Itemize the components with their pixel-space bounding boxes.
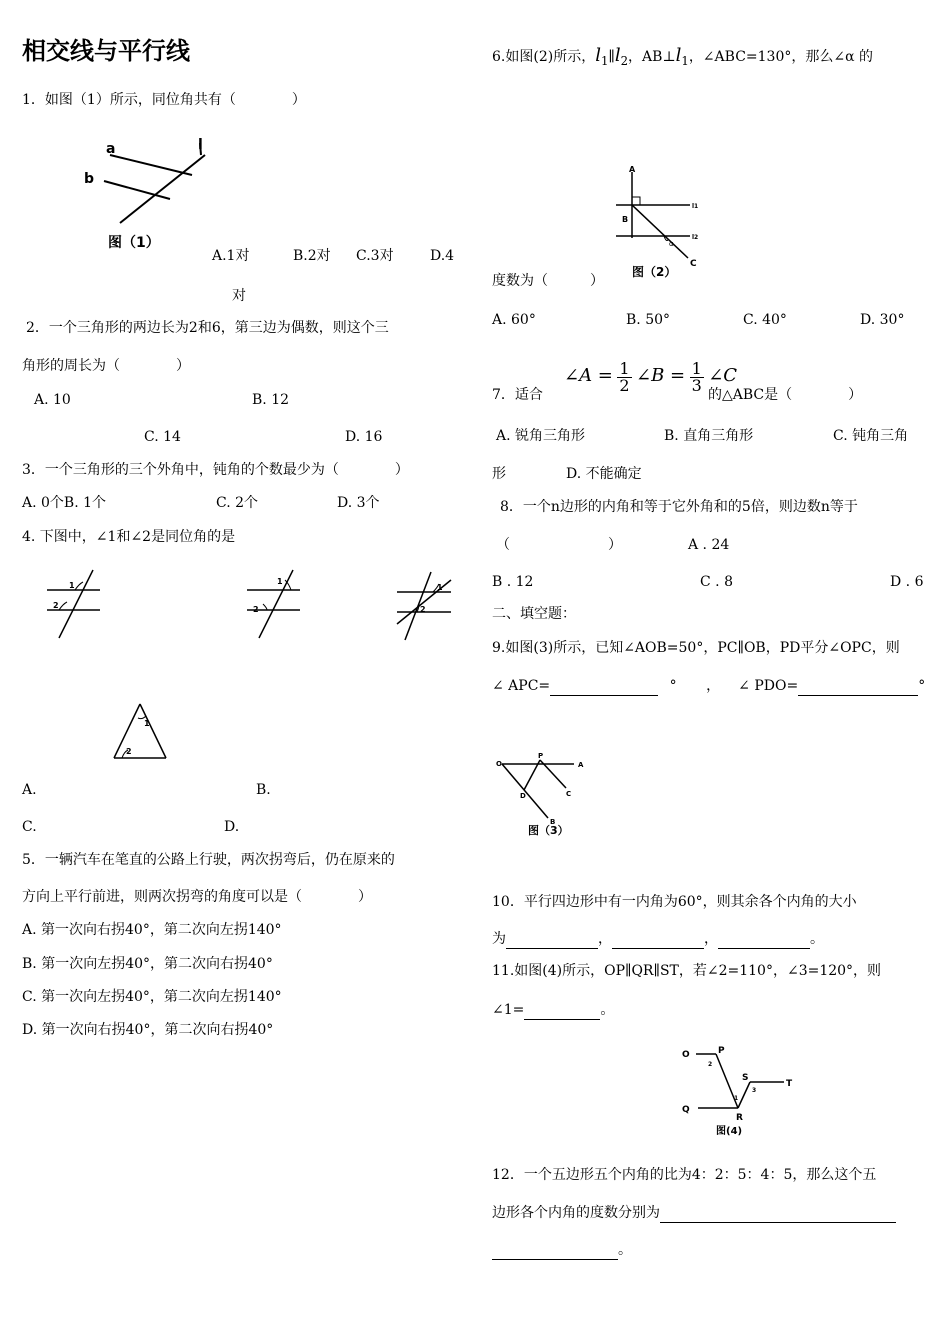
q9-label-D: D: [520, 792, 526, 800]
q6-stem-mid: ，AB⊥: [628, 49, 676, 65]
q7-frac2-den: 3: [691, 375, 702, 395]
q7-stem-prefix: 7．适合: [492, 387, 543, 403]
q10-stem: 10．平行四边形中有一内角为60°，则其余各个内角的大小: [492, 894, 857, 910]
q11-answer-line: [492, 1000, 614, 1020]
q1-stem: 1．如图（1）所示，同位角共有（ ）: [22, 92, 306, 108]
q3-option-d: D. 3个: [337, 495, 380, 511]
q7-expr-a: ∠A =: [564, 365, 613, 386]
q6-stem-suffix: ，∠ABC=130°，那么∠α 的: [688, 49, 873, 65]
q7-frac1-den: 2: [619, 375, 630, 395]
q2-option-b: B. 12: [252, 392, 290, 408]
q6-parallel: ∥: [608, 49, 615, 65]
q6-l1-sub: 1: [600, 53, 609, 68]
q7-expr-b: ∠B =: [635, 365, 686, 386]
q4-stem: 4. 下图中，∠1和∠2是同位角的是: [22, 529, 236, 545]
q4-option-d: D.: [224, 819, 240, 835]
q6-option-b: B. 50°: [626, 312, 671, 328]
q1-label-l: l: [198, 137, 203, 153]
q10-blank-1[interactable]: [506, 933, 598, 949]
q7-expr-c: ∠C: [708, 365, 738, 386]
q6-figure: [612, 160, 707, 278]
q11-label-O: O: [682, 1050, 690, 1060]
q9-answer-line: [492, 676, 925, 696]
q6-l2: l: [614, 45, 621, 66]
q10-sep-2: ，: [704, 931, 718, 947]
q6-option-d: D. 30°: [860, 312, 905, 328]
q5-option-b: B. 第一次向左拐40°，第二次向右拐40°: [22, 956, 273, 972]
q8-stem: 8．一个n边形的内角和等于它外角和的5倍，则边数n等于: [500, 499, 858, 515]
q9-label-O: O: [496, 760, 502, 768]
q12-stem: 12．一个五边形五个内角的比为4：2：5：4：5，那么这个五: [492, 1167, 877, 1183]
q7-option-d: D. 不能确定: [566, 466, 642, 482]
q4-option-c: C.: [22, 819, 37, 835]
q2-stem-line2: 角形的周长为（ ）: [22, 358, 190, 374]
q1-option-c: C.3对: [356, 248, 394, 264]
q9-part2-unit: °: [918, 678, 926, 694]
q4-c-angle-2: 2: [420, 605, 426, 614]
q11-label-Q: Q: [682, 1105, 690, 1115]
q4-d-angle-2: 2: [126, 747, 132, 756]
q11-label-T: T: [786, 1079, 793, 1089]
q9-figure: [494, 752, 594, 842]
q4-figure-c: [393, 570, 455, 642]
q12-prefix: 边形各个内角的度数分别为: [492, 1205, 660, 1221]
q6-l2-sub: 2: [620, 53, 629, 68]
section-fill-in-title: 二、填空题：: [492, 606, 576, 622]
q11-label-S: S: [742, 1073, 749, 1083]
q5-stem-line2: 方向上平行前进，则两次拐弯的角度可以是（ ）: [22, 889, 372, 905]
q7-frac1-num: 1: [619, 358, 630, 378]
q6-caption: 图（2）: [632, 265, 677, 279]
q6-stem-line1: [492, 46, 873, 71]
q11-angle-3: 3: [752, 1087, 757, 1094]
q1-option-d: D.4: [430, 248, 455, 264]
q4-b-angle-1: 1: [277, 577, 283, 586]
q4-a-angle-1: 1: [69, 581, 75, 590]
q6-option-a: A. 60°: [492, 312, 536, 328]
q7-frac2: [690, 358, 704, 395]
q4-b-angle-2: 2: [253, 605, 259, 614]
q10-blank-2[interactable]: [612, 933, 704, 949]
q9-pdo-blank[interactable]: [798, 680, 918, 696]
q1-label-a: a: [106, 141, 116, 157]
q6-stem-prefix: 6.如图(2)所示，: [492, 49, 596, 65]
q12-end: 。: [618, 1242, 632, 1258]
q9-part2-label: ∠ PDO=: [738, 678, 799, 694]
q4-a-angle-2: 2: [53, 601, 59, 610]
q6-l1: l: [595, 45, 601, 66]
q2-option-c: C. 14: [144, 429, 181, 445]
q4-figure-b: [245, 568, 305, 640]
q8-paren: （ ）: [496, 537, 622, 553]
q7-option-b: B. 直角三角形: [664, 428, 754, 444]
q7-option-c-wrap: 形: [492, 466, 506, 482]
q6-label-alpha: α: [669, 240, 674, 248]
q6-stem-line2: 度数为（ ）: [492, 273, 604, 289]
q11-angle-1: 1: [734, 1095, 739, 1102]
q4-option-b: B.: [256, 782, 271, 798]
q7-stem-suffix: 的△ABC是（ ）: [708, 387, 863, 403]
q4-option-a: A.: [22, 782, 37, 798]
q1-option-b: B.2对: [293, 248, 331, 264]
q12-blank-2[interactable]: [492, 1244, 618, 1260]
q3-option-ab: A. 0个B. 1个: [22, 495, 107, 511]
q9-label-A: A: [578, 761, 584, 769]
q1-figure: [80, 135, 220, 255]
q6-l1-b-sub: 1: [681, 53, 689, 68]
q10-prefix: 为: [492, 931, 506, 947]
q6-label-B: B: [622, 215, 629, 224]
q9-part1-unit: °: [669, 678, 677, 694]
q9-label-B: B: [550, 818, 556, 826]
q11-caption: 图(4): [716, 1126, 743, 1137]
q9-comma: ，: [706, 678, 721, 694]
q6-label-A: A: [629, 165, 636, 174]
q5-option-d: D. 第一次向右拐40°，第二次向右拐40°: [22, 1022, 274, 1038]
q6-option-c: C. 40°: [743, 312, 787, 328]
q8-option-b: B . 12: [492, 574, 534, 590]
q7-frac2-num: 1: [691, 358, 702, 378]
q11-stem: 11.如图(4)所示，OP∥QR∥ST，若∠2=110°，∠3=120°，则: [492, 963, 882, 979]
q4-d-angle-1: 1: [144, 719, 150, 728]
page-title: 相交线与平行线: [22, 37, 190, 65]
q9-label-C: C: [566, 790, 572, 798]
q11-label-P: P: [718, 1046, 725, 1056]
q12-blank-1[interactable]: [660, 1207, 896, 1223]
q11-blank[interactable]: [524, 1004, 600, 1020]
q5-option-a: A. 第一次向右拐40°，第二次向左拐140°: [22, 922, 282, 938]
q9-part1-label: ∠ APC=: [492, 678, 551, 694]
q12-answer-line1: [492, 1203, 896, 1223]
q7-frac1: [617, 358, 631, 395]
q11-prefix: ∠1=: [492, 1002, 525, 1018]
q8-option-c: C . 8: [700, 574, 733, 590]
q2-option-d: D. 16: [345, 429, 383, 445]
q10-sep-1: ，: [598, 931, 612, 947]
q9-apc-blank[interactable]: [550, 680, 658, 696]
q5-stem-line1: 5．一辆汽车在笔直的公路上行驶，两次拐弯后，仍在原来的: [22, 852, 395, 868]
q1-label-b: b: [84, 171, 95, 187]
q2-stem-line1: 2．一个三角形的两边长为2和6，第三边为偶数，则这个三: [26, 320, 389, 336]
q12-answer-line2: [492, 1240, 632, 1260]
q3-option-c: C. 2个: [216, 495, 259, 511]
q11-end: 。: [600, 1002, 615, 1018]
q9-caption: 图（3）: [528, 824, 569, 837]
q4-c-angle-1: 1: [437, 583, 443, 592]
q11-label-R: R: [736, 1113, 743, 1123]
q8-option-a: A . 24: [688, 537, 730, 553]
q1-option-d-wrap: 对: [232, 288, 246, 304]
q9-label-P: P: [538, 752, 544, 760]
q11-angle-2: 2: [708, 1061, 713, 1068]
q2-option-a: A. 10: [34, 392, 71, 408]
q7-option-c: C. 钝角三角: [833, 428, 909, 444]
q3-stem: 3．一个三角形的三个外角中，钝角的个数最少为（ ）: [22, 462, 409, 478]
q8-option-d: D . 6: [890, 574, 924, 590]
q11-figure: [680, 1042, 800, 1140]
q1-option-a: A.1对: [212, 248, 250, 264]
q6-label-l2: l2: [692, 234, 699, 241]
q9-stem: 9.如图(3)所示，已知∠AOB=50°，PC∥OB，PD平分∠OPC，则: [492, 640, 900, 656]
q6-l1-b: l: [675, 45, 682, 66]
q6-label-l1: l1: [692, 203, 699, 210]
q4-figure-d: [110, 700, 170, 762]
q10-end: 。: [810, 931, 824, 947]
q6-label-C: C: [690, 259, 697, 269]
q7-option-a: A. 锐角三角形: [496, 428, 586, 444]
q5-option-c: C. 第一次向左拐40°，第二次向左拐140°: [22, 989, 282, 1005]
q10-blank-3[interactable]: [718, 933, 810, 949]
q10-answer-line: [492, 929, 824, 949]
q1-caption: 图（1）: [108, 235, 160, 251]
q4-figure-a: [45, 568, 105, 640]
